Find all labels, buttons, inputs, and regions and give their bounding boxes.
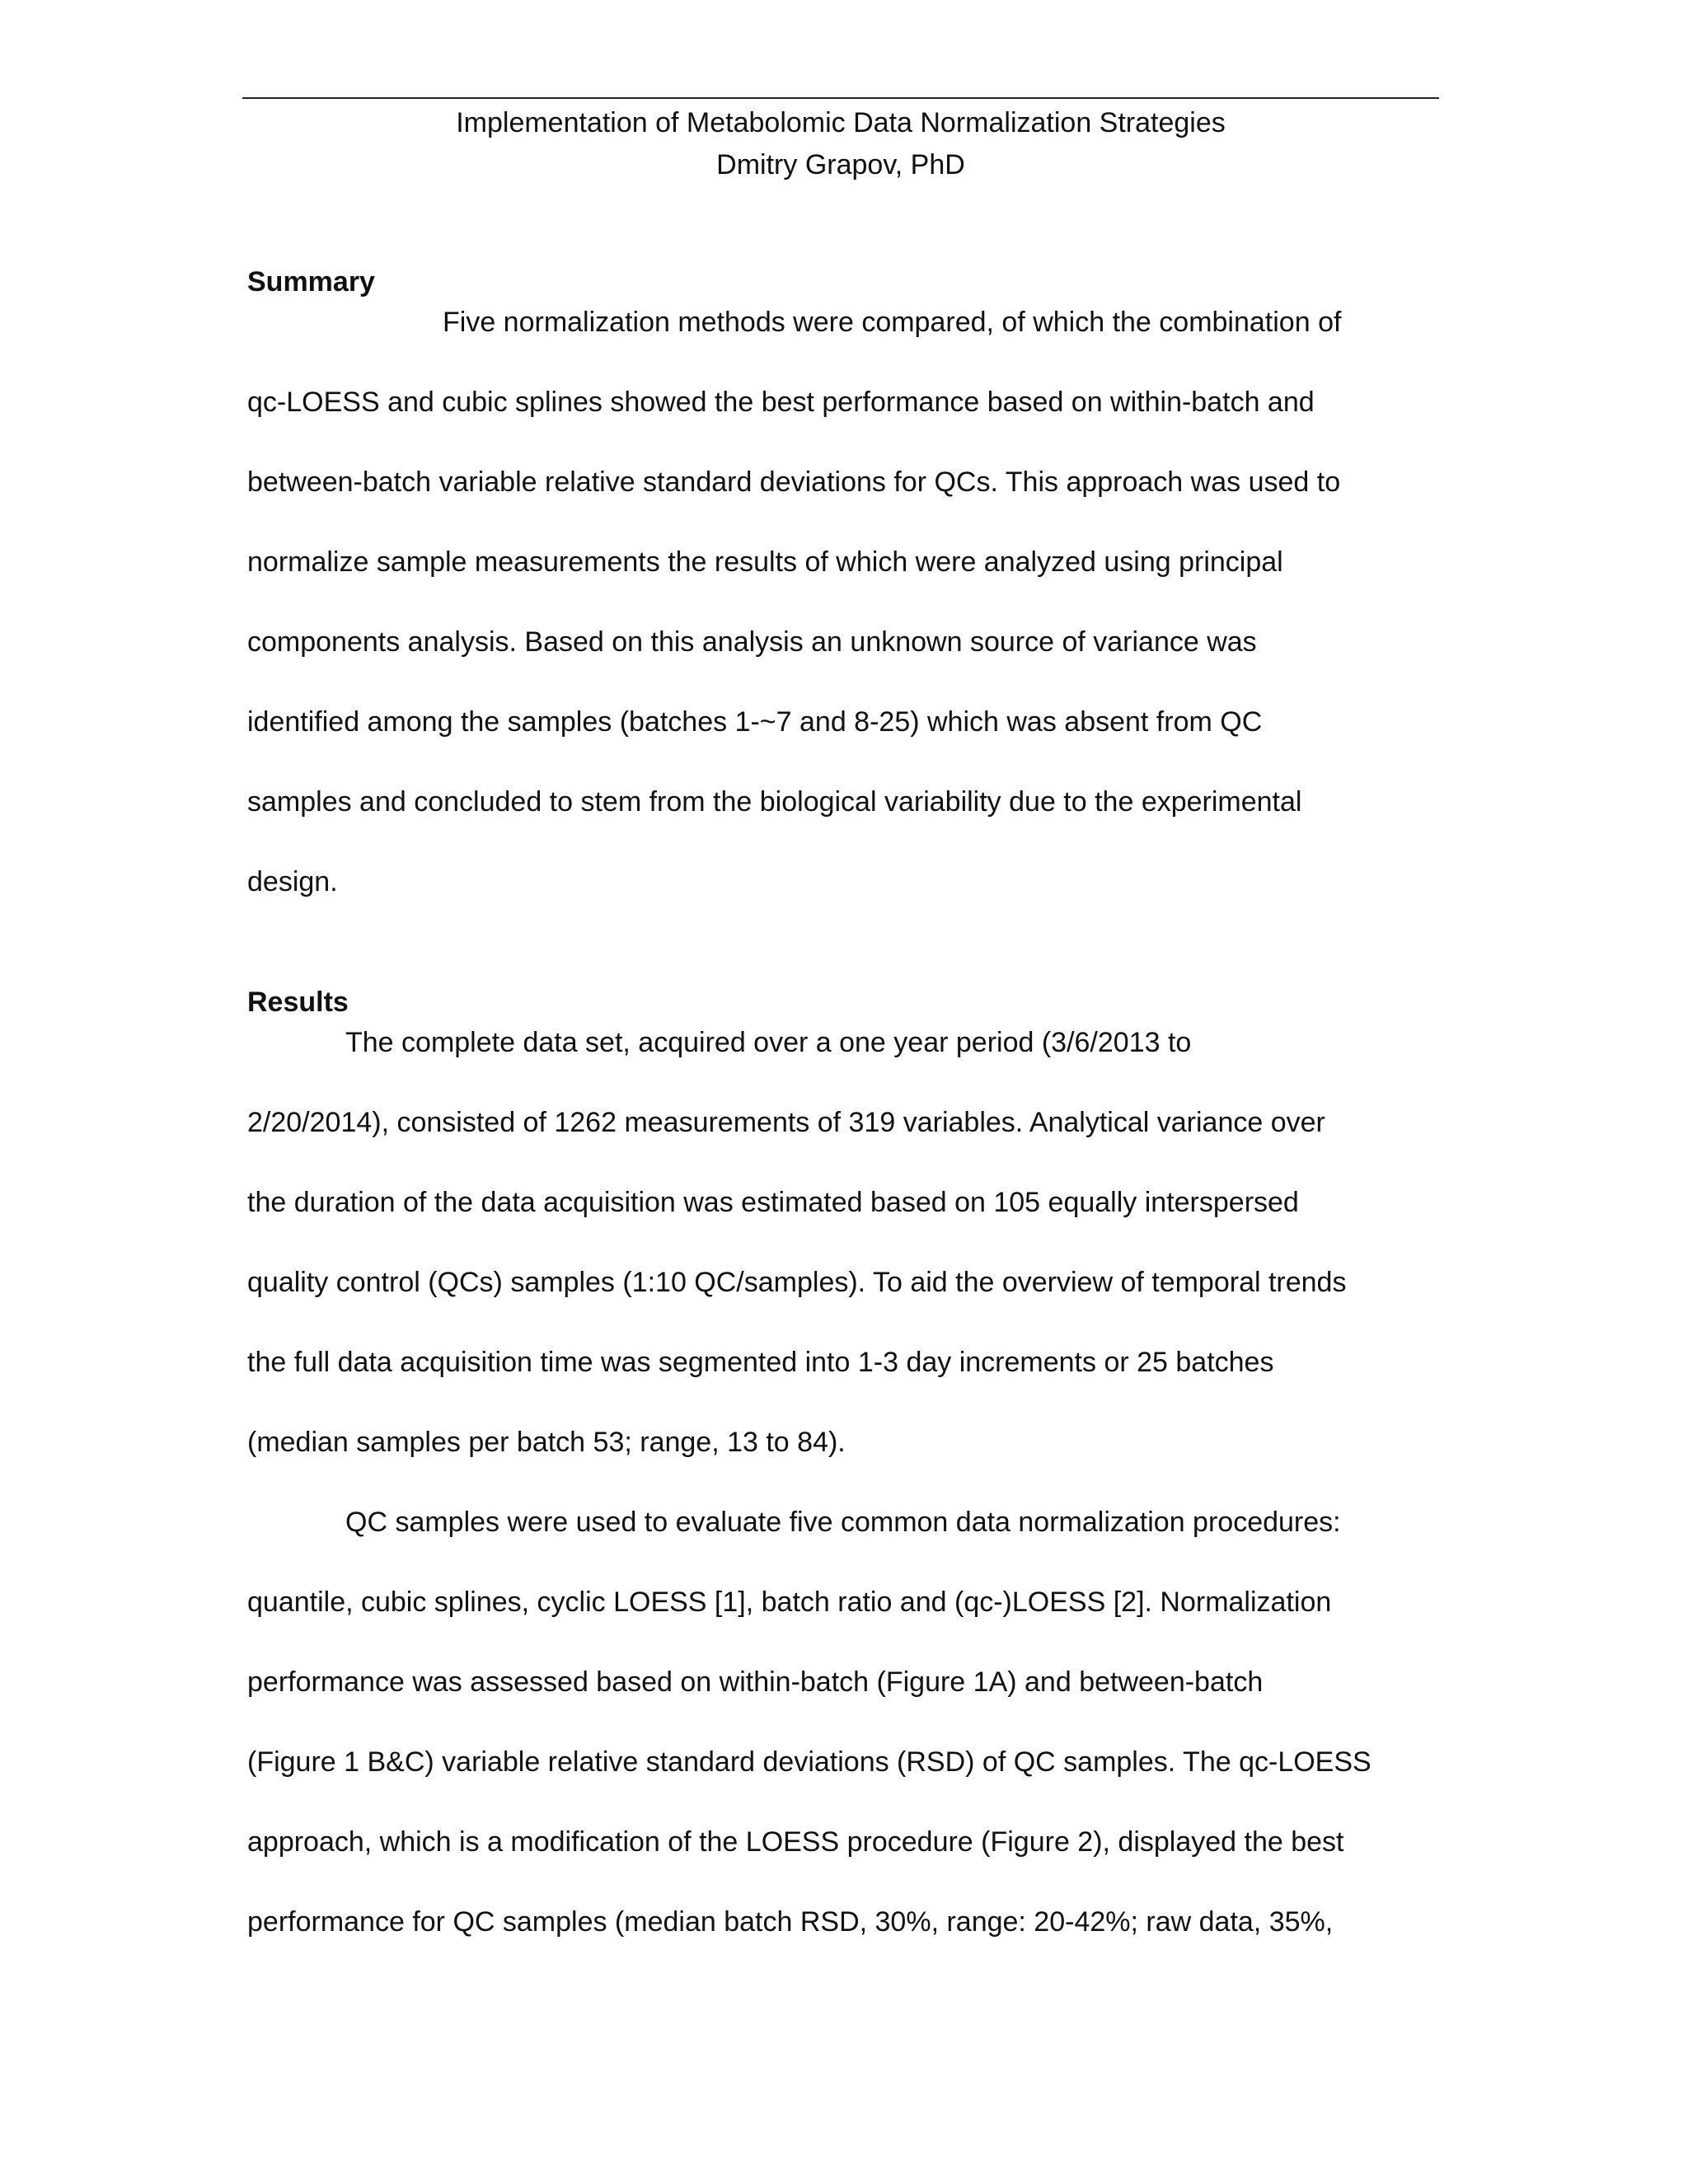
results-paragraph2-line: approach, which is a modification of the LOESS procedure (Figure 2), displayed the best: [247, 1826, 1344, 1858]
summary-line: normalize sample measurements the results of which were analyzed using principal: [247, 546, 1283, 578]
summary-line: between-batch variable relative standard deviations for QCs. This approach was used to: [247, 466, 1341, 498]
results-paragraph1-line: The complete data set, acquired over a one year period (3/6/2013 to: [345, 1027, 1192, 1058]
summary-line: design.: [247, 866, 338, 898]
results-paragraph1-line: quality control (QCs) samples (1:10 QC/samples). To aid the overview of temporal trends: [247, 1267, 1347, 1298]
summary-line: identified among the samples (batches 1-~7 and 8-25) which was absent from QC: [247, 706, 1263, 738]
results-paragraph1-line: the full data acquisition time was segmented into 1-3 day increments or 25 batches: [247, 1347, 1274, 1378]
header-rule: [242, 97, 1439, 99]
results-paragraph1-line: the duration of the data acquisition was estimated based on 105 equally interspersed: [247, 1187, 1299, 1218]
summary-heading: Summary: [247, 266, 375, 298]
document-title: Implementation of Metabolomic Data Normalization Strategies: [456, 107, 1226, 138]
results-paragraph1-line: (median samples per batch 53; range, 13 to 84).: [247, 1427, 846, 1458]
summary-line: samples and concluded to stem from the biological variability due to the experimental: [247, 786, 1302, 818]
results-paragraph2-line: QC samples were used to evaluate five common data normalization procedures:: [345, 1507, 1341, 1538]
document-author: Dmitry Grapov, PhD: [716, 149, 965, 180]
summary-line: Five normalization methods were compared, of which the combination of: [443, 307, 1342, 338]
results-heading: Results: [247, 987, 349, 1018]
summary-line: qc-LOESS and cubic splines showed the best performance based on within-batch and: [247, 387, 1315, 418]
summary-line: components analysis. Based on this analysis an unknown source of variance was: [247, 626, 1257, 658]
results-paragraph2-line: (Figure 1 B&C) variable relative standard deviations (RSD) of QC samples. The qc-LOESS: [247, 1746, 1372, 1778]
results-paragraph2-line: performance was assessed based on within-batch (Figure 1A) and between-batch: [247, 1666, 1264, 1698]
results-paragraph2-line: performance for QC samples (median batch RSD, 30%, range: 20-42%; raw data, 35%,: [247, 1906, 1334, 1938]
document-header: [242, 102, 1439, 186]
results-paragraph2-line: quantile, cubic splines, cyclic LOESS [1], batch ratio and (qc-)LOESS [2]. Normalization: [247, 1586, 1332, 1618]
results-paragraph1-line: 2/20/2014), consisted of 1262 measurements of 319 variables. Analytical variance over: [247, 1107, 1325, 1138]
